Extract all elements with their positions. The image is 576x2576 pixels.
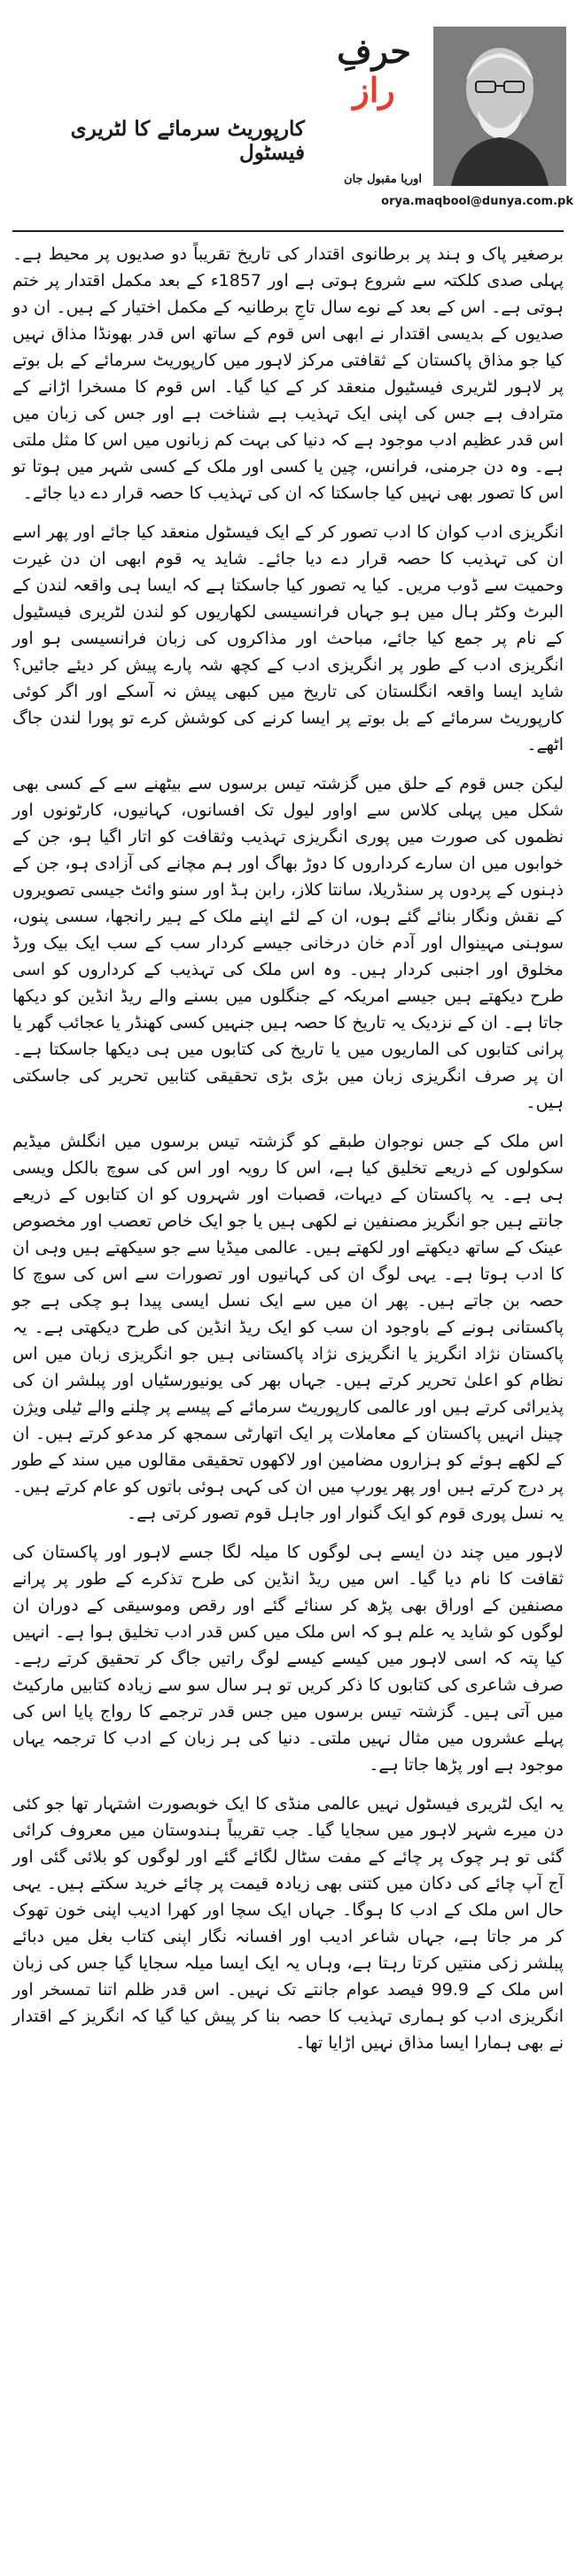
author-portrait-icon [433,27,566,186]
article-body [12,241,564,2069]
article-paragraph: لیکن جس قوم کے حلق میں گزشتہ تیس برسوں سے بیٹھنے سے کے کسی بھی شکل میں پہلی کلاس سے اواور لیول تک افسانوں، کہانیوں، کارٹونوں اور نظموں کی صورت میں پوری انگریزی تہذیب وثقافت کو اتار اگیا ہو، جن کے خوابوں میں ان سارے کرداروں کا دوڑ بھاگ اور ہم مچانے کی آزادی ہو، جن کے ذہنوں کے پردوں پر سنڈریلا، سانتا کلاز، رابن ہڈ اور سنو وائٹ جیسی تصویروں کے نقش ونگار بنائے گئے ہوں، ان کے لئے اپنے ملک کے ہیر رانجھا، سسی پنوں، سوہنی مہینوال اور آدم خان درخانی جیسے کردار سب کے سب ایک بیک ورڈ مخلوق اور اجنبی کردار ہیں۔ وہ اس ملک کی تہذیب کے کرداروں کو اسی طرح دیکھتے ہیں جیسے امریکہ کے جنگلوں میں بسنے والے ریڈ انڈین کو دیکھا جاتا ہے۔ ان کے نزدیک یہ تاریخ کا حصہ ہیں جنہیں کسی کھنڈر یا عجائب گھر یا پرانی کتابوں کی الماریوں میں یا تاریخ کی کتابوں میں ہی دیکھا جاسکتا ہے۔ ان پر صرف انگریزی زبان میں بڑی بڑی تحقیقی کتابیں تحریر کی جاسکتی ہیں۔ [12,774,564,1112]
author-email: orya.maqbool@dunya.com.pk [381,195,573,208]
author-name: اوریا مقبول جان [344,173,422,186]
article-paragraph: اس ملک کے جس نوجوان طبقے کو گزشتہ تیس برسوں میں انگلش میڈیم سکولوں کے ذریعے تخلیق کیا ہے، اس کا رویہ اور اس کی سوچ بالکل ویسی ہی ہے۔ یہ پاکستان کے دیہات، قصبات اور شہروں کو ان کتابوں کے ذریعے جانتے ہیں جو انگریز مصنفین نے لکھی ہیں یا جو ایک خاص تعصب اور مخصوص عینک کے ساتھ دیکھتے اور لکھتے ہیں۔ عالمی میڈیا سے جو سیکھتے ہیں وہی ان کا ادب ہوتا ہے۔ یہی لوگ ان کی کہانیوں اور تصورات سے اس کی سوچ کا حصہ بن جاتے ہیں۔ پھر ان میں سے ایک نسل ایسی پیدا ہو چکی ہے جو پاکستانی ہونے کے باوجود ان سب کو ایک ریڈ انڈین کی طرح دیکھتی ہے۔ یہ پاکستان نژاد انگریز یا انگریزی نژاد پاکستانی ہیں جو انگریزی زبان میں اس نظام کو اعلیٰ تحریر کرتے ہیں۔ جہاں بھر کی یونیورسٹیاں اور پبلشر ان کی پذیرائی کرتے ہیں اور عالمی کارپوریٹ سرمائے کے پیسے پر چلنے والے ٹیلی ویژن چینل انہیں پاکستان کے معاملات پر ایک اتھارٹی سمجھ کر مدعو کرتے ہیں۔ ان کے لکھے ہوئے کو ہزاروں مضامین اور لاکھوں تحقیقی مقالوں میں سند کے طور پر درج کرتے ہیں اور پھر یورپ میں ان کی کہی ہوئی باتوں کو عام کرتے ہیں۔ یہ نسل پوری قوم کو ایک گنوار اور جاہل قوم تصور کرتی ہے۔ [12,1132,564,1523]
article-paragraph: لاہور میں چند دن ایسے ہی لوگوں کا میلہ لگا جسے لاہور اور پاکستان کی ثقافت کا نام دیا گیا۔ اس میں ریڈ انڈین کی طرح تذکرے کے طور پر پرانے مصنفین کے اوراق بھی پڑھ کر سنائے گئے اور رقص وموسیقی کے دوران ان لوگوں کو شاید یہ علم ہو کہ اس ملک میں کس قدر ادب تخلیق ہوا ہے۔ انہیں کیا پتہ کہ اسی لاہور میں کیسے کیسے لوگ راتیں جاگ کر تحقیق کرتے رہے۔ صرف شاعری کی کتابوں کا ذکر کریں تو ہر سال سو سے زیادہ کتابیں مارکیٹ میں آتی ہیں۔ گزشتہ تیس برسوں میں جس قدر ترجمے کا رواج پایا اس کی پہلے عشروں میں مثال نہیں ملتی۔ دنیا کی ہر زبان کے ادب کا ترجمہ یہاں موجود ہے اور پڑھا جاتا ہے۔ [12,1543,564,1775]
column-logo-text [331,32,416,110]
article-paragraph: برصغیر پاک و ہند پر برطانوی اقتدار کی تاریخ تقریباً دو صدیوں پر محیط ہے۔ پہلی صدی کلکتہ سے شروع ہوتی ہے اور 1857ء کے بعد مکمل اقتدار پر ختم ہوتی ہے۔ اس کے بعد کے نوے سال تاجِ برطانیہ کے مکمل اختیار کے ہیں۔ ان دو صدیوں کے بدیسی اقتدار نے ابھی اس قوم کے ساتھ اس قدر بھونڈا مذاق نہیں کیا جو مذاق پاکستان کے ثقافتی مرکز لاہور میں کارپوریٹ سرمائے کے بل بوتے پر لاہور لٹریری فیسٹیول منعقد کر کے کیا گیا۔ اس قوم کا مسخرا اڑانے کے مترادف ہے جس کی اپنی ایک تہذیب ہے شناخت ہے اور جس کی زبان میں اس قدر عظیم ادب موجود ہے کہ دنیا کی بہت کم زبانوں میں اس کا مثل ملتی ہے۔ وہ دن جرمنی، فرانس، چین یا کسی اور ملک کے کسی شہر میں ہوتا تو اس کا تصور بھی نہیں کیا جاسکتا کہ ان کی تہذیب کا حصہ قرار دے دیا جائے۔ [12,244,564,503]
article-paragraph: انگریزی ادب کوان کا ادب تصور کر کے ایک فیسٹول منعقد کیا جائے اور پھر اسے ان کی تہذیب کا حصہ قرار دے دیا جائے۔ شاید یہ قوم ابھی ان دن غیرت وحمیت سے ڈوب مریں۔ کیا یہ تصور کیا جاسکتا ہے کہ ایسا ہی واقعہ لندن کے البرٹ وکٹر ہال میں ہو جہاں فرانسیسی لکھاریوں کو لندن لٹریری فیسٹیول کے نام پر جمع کیا جائے، مباحث اور مذاکروں کی زبان فرانسیسی ہو اور انگریزی ادب کے طور پر انگریزی ادب کے کچھ شہ پارے پیش کر دیئے جائیں؟ شاید ایسا واقعہ انگلستان کی تاریخ میں کبھی پیش نہ آسکے اور اگر کوئی کارپوریٹ سرمائے کے بل بوتے پر ایسا کرنے کی کوشش کرے تو پورا لندن جاگ اٹھے۔ [12,522,564,754]
article-paragraph: یہ ایک لٹریری فیسٹول نہیں عالمی منڈی کا ایک خوبصورت اشتہار تھا جو کئی دن میرے شہر لاہور میں سجایا گیا۔ جب تقریباً ہندوستان میں معروف کرائی گئی تو ہر چوک پر چائے کے مفت سٹال لگائے گئے اور لوگوں کو بلائی گئی اور آج آپ چائے کی دکان میں کتنی بھی زیادہ قیمت پر چائے خرید سکتے ہیں۔ یہی حال اس ملک کے ادب کا ہوگا۔ جہاں ایک سچا اور کھرا ادیب اپنی خون تھوک کر مر جاتا ہے، جہاں شاعر ادیب اور افسانہ نگار اپنی کتاب بغل میں دبائے پبلشر زکی منتیں کرتا رہتا ہے، وہاں یہ ایک ایسا میلہ سجایا گیا جس کی زبان اس ملک کے 99.9 فیصد عوام جانتے تک نہیں۔ اس قدر ظلم اتنا تمسخر اور انگریزی ادب کو ہماری تہذیب کا حصہ بنا کر پیش کیا گیا کہ انگریز کے اقتدار نے بھی ہمارا ایسا مذاق نہیں اڑایا تھا۔ [12,1794,564,2053]
column-title: کارپوریٹ سرمائے کا لٹریری فیسٹول [70,117,305,165]
logo-part-2: راز [353,70,395,110]
author-photo [433,27,566,186]
column-logo [331,25,416,158]
logo-part-1: حرفِ [337,31,411,71]
column-header [12,9,573,232]
